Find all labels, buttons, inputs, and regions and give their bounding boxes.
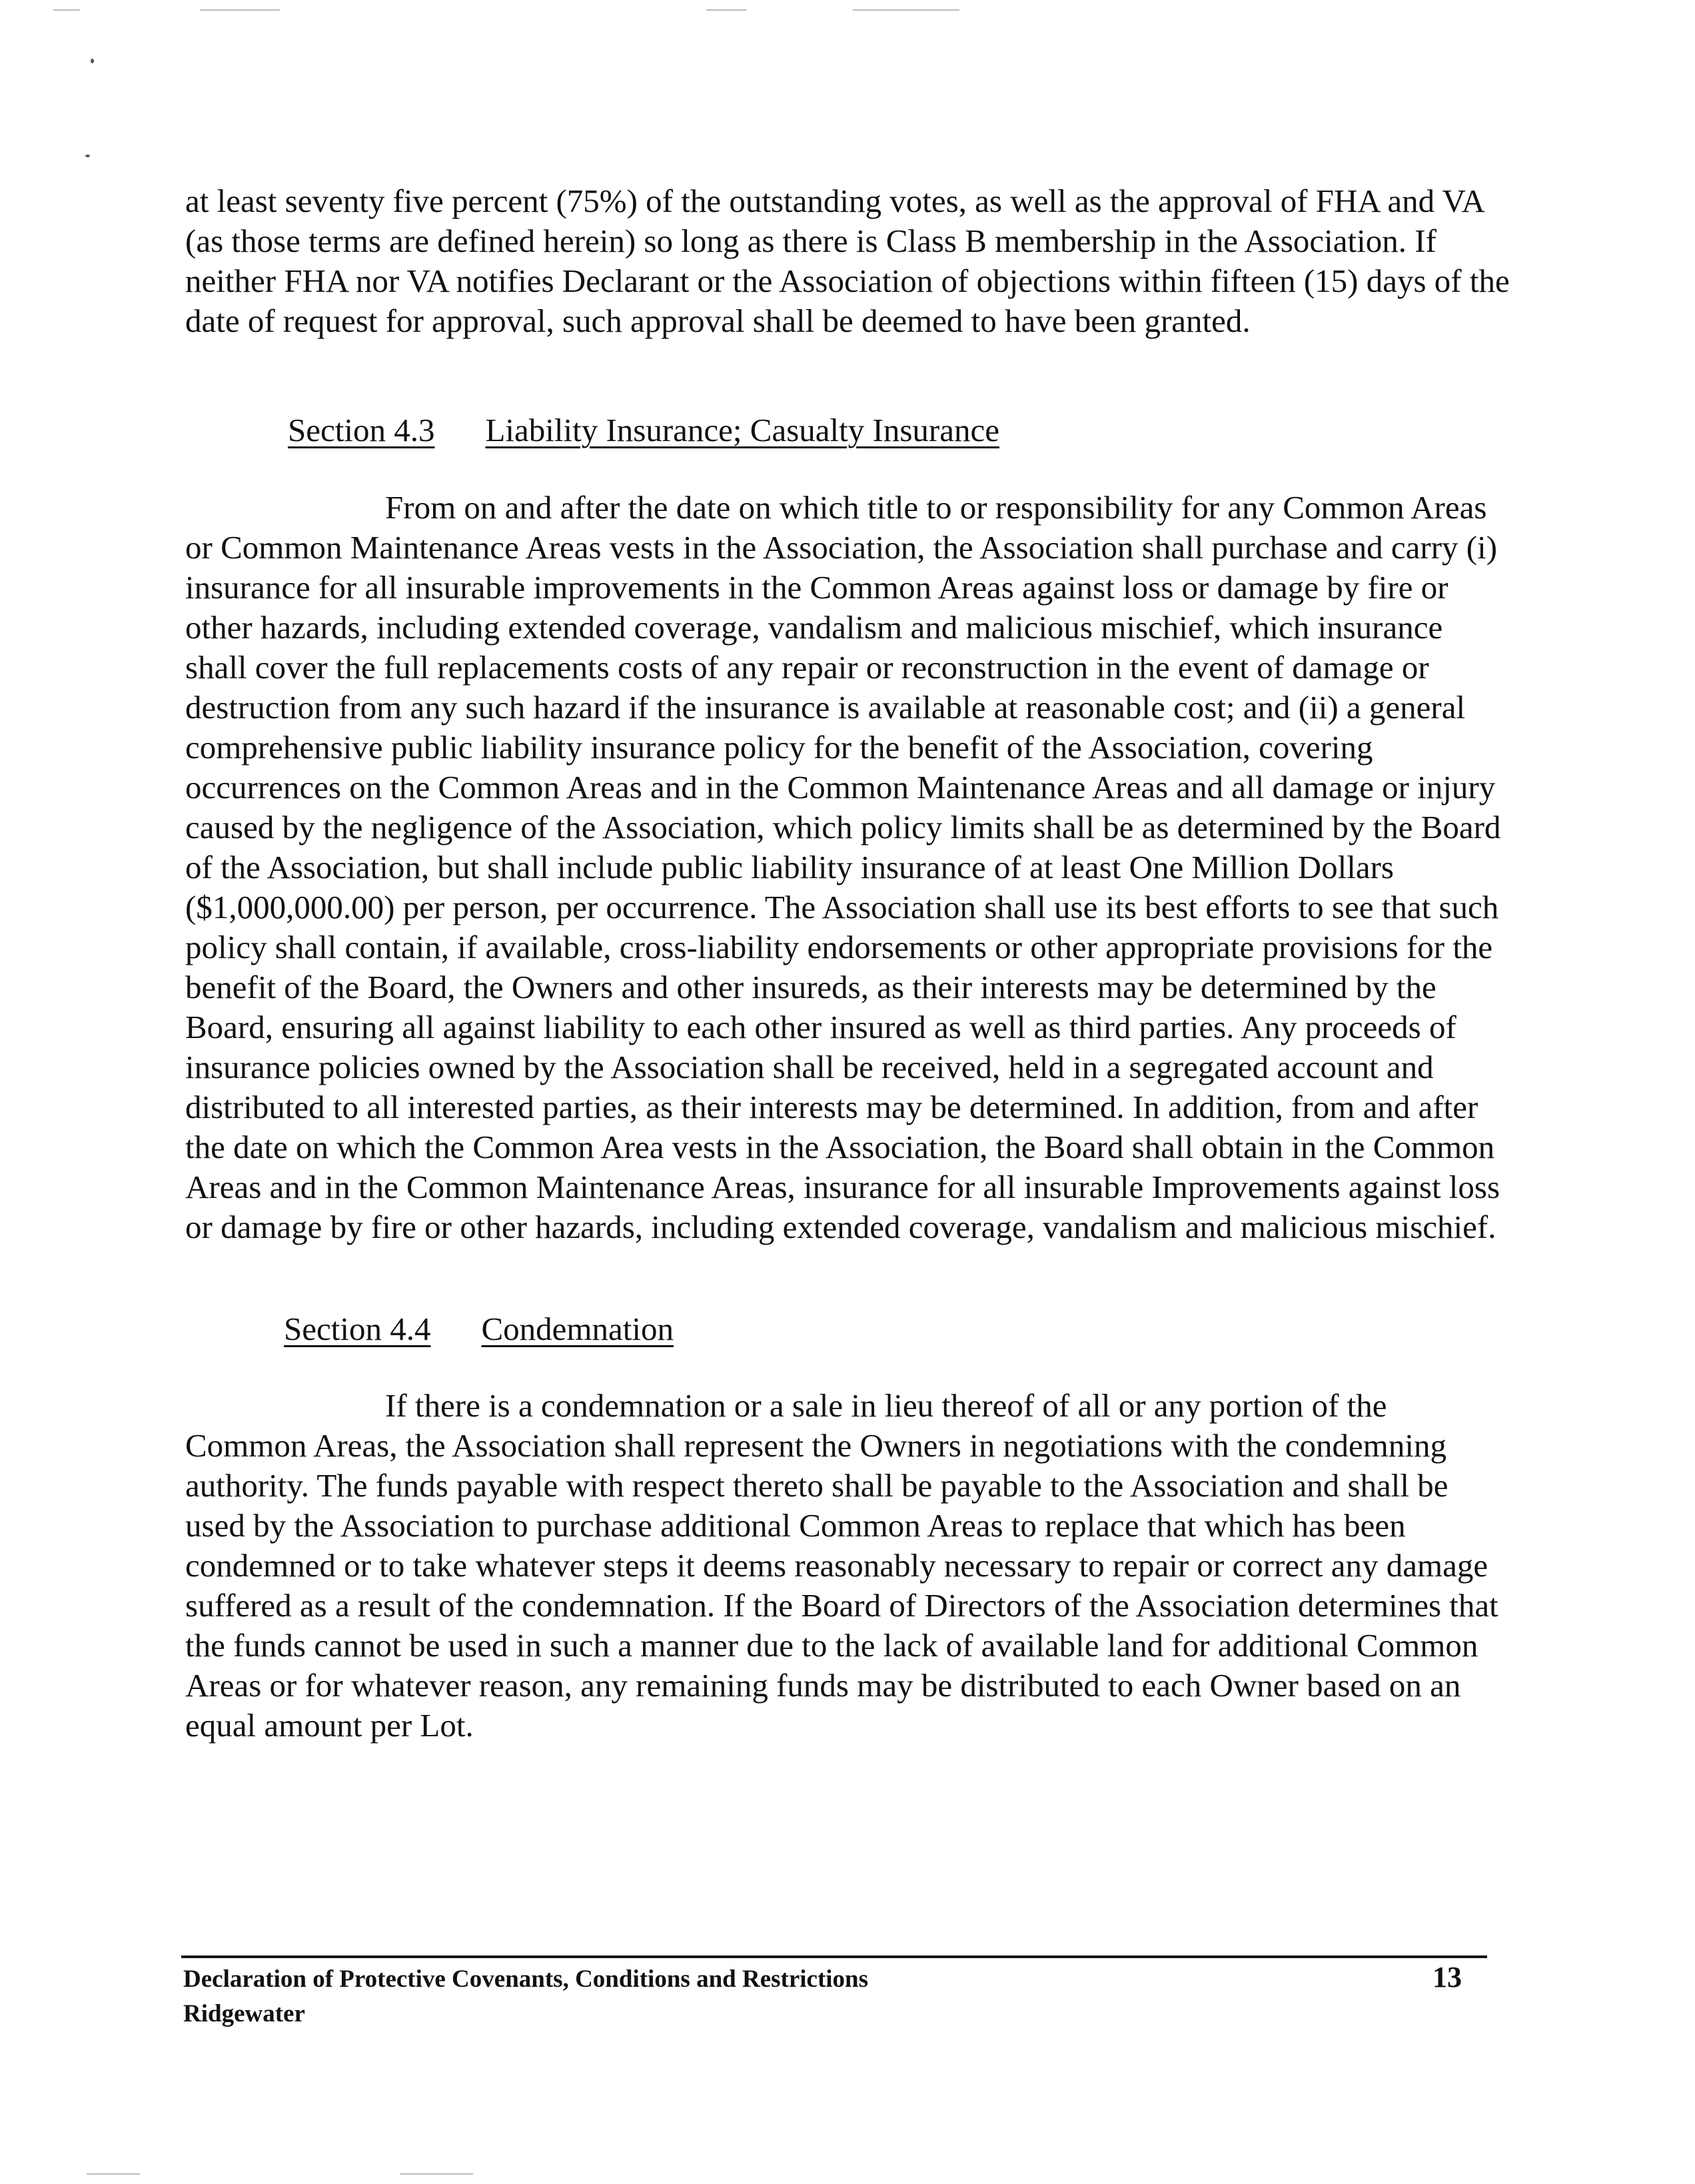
- section-4-4-heading: [284, 1309, 674, 1349]
- page-number: 13: [1432, 1961, 1462, 1993]
- section-4-3-body-block: [185, 488, 1511, 1247]
- footer-title: [183, 1962, 868, 2031]
- section-title: Condemnation: [481, 1311, 674, 1347]
- scan-edge-line: [53, 9, 80, 11]
- scan-speck: [85, 155, 90, 157]
- section-number: Section 4.4: [284, 1311, 431, 1347]
- section-body: If there is a condemnation or a sale in lieu thereof of all or any portion of the Common Areas, the Association shall represent the Owners in negotiations with the condemning authority. The funds payable with respect thereto shall be payable to the Association and shall be used by the Association to purchase additional Common Areas to replace that which has been condemned or to take whatever steps it deems reasonably necessary to repair or correct any damage suffered as a result of the condemnation. If the Board of Directors of the Association determines that the funds cannot be used in such a manner due to the lack of available land for additional Common Areas or for whatever reason, any remaining funds may be distributed to each Owner based on an equal amount per Lot.: [185, 1387, 1498, 1744]
- section-title: Liability Insurance; Casualty Insurance: [485, 412, 999, 448]
- section-4-4-body-block: [185, 1386, 1511, 1746]
- scan-edge-line: [853, 9, 959, 11]
- footer-title-line2: Ridgewater: [183, 2000, 305, 2027]
- opening-paragraph: at least seventy five percent (75%) of the outstanding votes, as well as the approval of FHA and VA (as those terms are defined herein) so long as there is Class B membership in the Association. If neither FHA nor VA notifies Declarant or the Association of objections within fifteen (15) days of the date of request for approval, such approval shall be deemed to have been granted.: [185, 183, 1510, 339]
- scan-edge-line: [200, 9, 280, 11]
- footer-title-line1: Declaration of Protective Covenants, Conditions and Restrictions: [183, 1965, 869, 1993]
- scan-edge-line: [400, 2173, 473, 2175]
- footer-rule: [181, 1955, 1487, 1958]
- opening-paragraph-block: [185, 181, 1511, 341]
- scan-edge-line: [87, 2173, 140, 2175]
- section-body: From on and after the date on which title to or responsibility for any Common Areas or Common Maintenance Areas vests in the Association, the Association shall purchase and carry (i) insurance for all insurable improvements in the Common Areas against loss or damage by fire or other hazards, including extended coverage, vandalism and malicious mischief, which insurance shall cover the full replacements costs of any repair or reconstruction in the event of damage or destruction from any such hazard if the insurance is available at reasonable cost; and (ii) a general comprehensive public liability insurance policy for the benefit of the Association, covering occurrences on the Common Areas and in the Common Maintenance Areas and all damage or injury caused by the negligence of the Association, which policy limits shall be as determined by the Board of the Association, but shall include public liability insurance of at least One Million Dollars ($1,000,000.00) per person, per occurrence. The Association shall use its best efforts to see that such policy shall contain, if available, cross-liability endorsements or other appropriate provisions for the benefit of the Board, the Owners and other insureds, as their interests may be determined by the Board, ensuring all against liability to each other insured as well as third parties. Any proceeds of insurance policies owned by the Association shall be received, held in a segregated account and distributed to all interested parties, as their interests may be determined. In addition, from and after the date on which the Common Area vests in the Association, the Board shall obtain in the Common Areas and in the Common Maintenance Areas, insurance for all insurable Improvements against loss or damage by fire or other hazards, including extended coverage, vandalism and malicious mischief.: [185, 489, 1501, 1245]
- scan-edge-line: [706, 9, 746, 11]
- scan-speck: [91, 59, 94, 63]
- section-4-3-heading: [288, 410, 999, 450]
- section-number: Section 4.3: [288, 412, 435, 448]
